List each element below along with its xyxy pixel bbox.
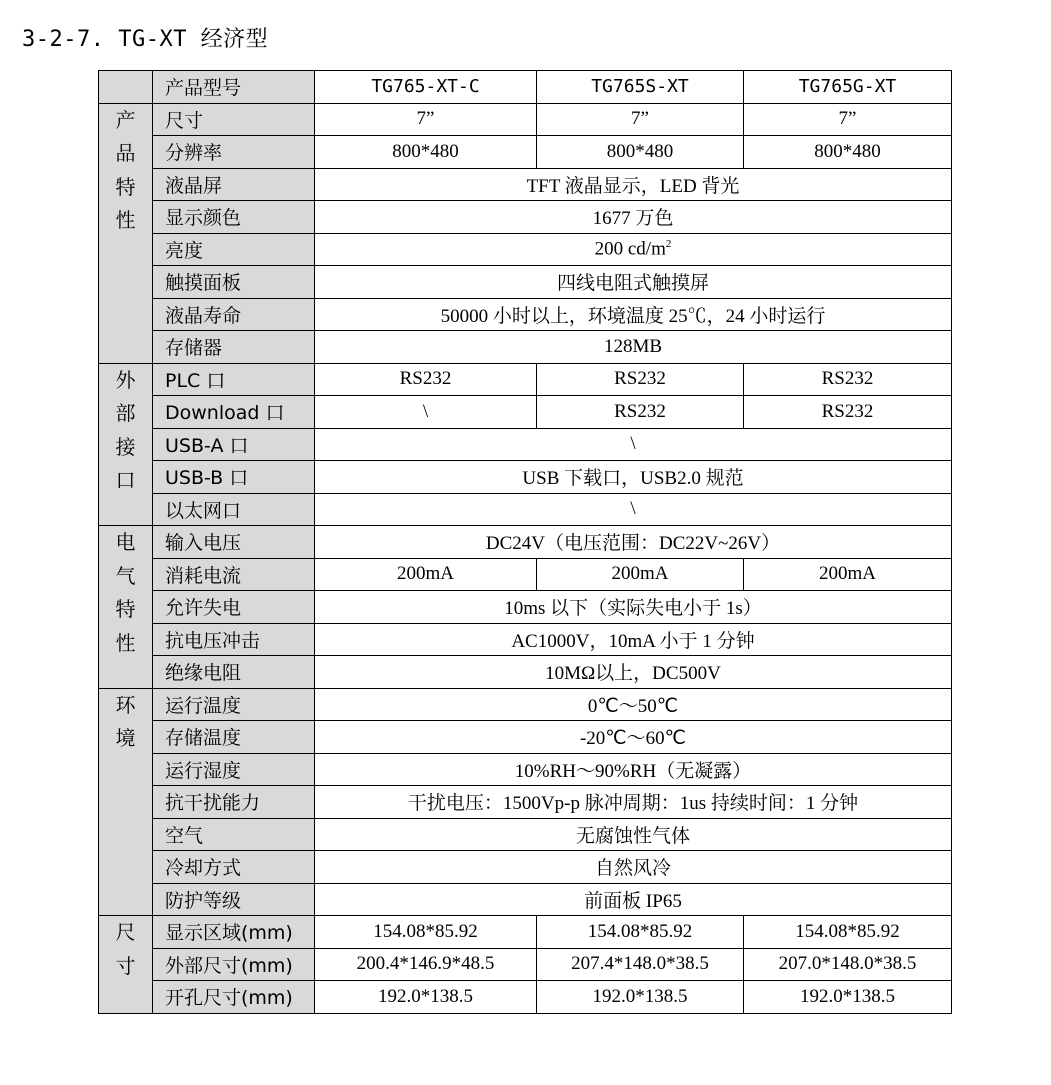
row-value-merged: 自然风冷	[315, 851, 952, 884]
table-row	[99, 168, 952, 201]
row-value-merged: \	[315, 428, 952, 461]
row-label: 冷却方式	[153, 851, 315, 884]
row-label: 运行湿度	[153, 753, 315, 786]
row-label: 抗干扰能力	[153, 786, 315, 819]
category-cell	[99, 103, 153, 363]
category-char: 寸	[115, 953, 136, 978]
header-model-3: TG765G-XT	[744, 71, 952, 104]
table-row	[99, 103, 952, 136]
row-label: 允许失电	[153, 591, 315, 624]
row-value-2: 7”	[537, 103, 744, 136]
row-value-merged: \	[315, 493, 952, 526]
category-char: 部	[115, 401, 136, 425]
row-label: 分辨率	[153, 136, 315, 169]
row-value-merged: 10ms 以下（实际失电小于 1s）	[315, 591, 952, 624]
category-char: 境	[115, 726, 136, 750]
row-value-merged: 10MΩ以上，DC500V	[315, 656, 952, 689]
category-char: 口	[115, 468, 136, 492]
row-value-merged: 128MB	[315, 331, 952, 364]
row-value-1: 154.08*85.92	[315, 916, 537, 949]
row-value-1: RS232	[315, 363, 537, 396]
row-value-3: 7”	[744, 103, 952, 136]
category-char: 产	[115, 107, 136, 132]
row-label: 存储温度	[153, 721, 315, 754]
row-value-3: RS232	[744, 363, 952, 396]
row-value-merged: -20℃～60℃	[315, 721, 952, 754]
table-row	[99, 461, 952, 494]
row-value-merged: 无腐蚀性气体	[315, 818, 952, 851]
row-label: 触摸面板	[153, 266, 315, 299]
row-label: USB-A 口	[153, 428, 315, 461]
category-char: 电	[115, 530, 136, 554]
section-heading: 3-2-7. TG-XT 经济型	[22, 27, 269, 52]
row-value-merged: 50000 小时以上，环境温度 25℃，24 小时运行	[315, 298, 952, 331]
table-row	[99, 233, 952, 266]
table-row	[99, 493, 952, 526]
row-value-2: RS232	[537, 363, 744, 396]
table-row	[99, 623, 952, 656]
spec-table	[98, 70, 952, 1014]
header-model-2: TG765S-XT	[537, 71, 744, 104]
row-value-merged: 前面板 IP65	[315, 883, 952, 916]
row-value-1: 800*480	[315, 136, 537, 169]
table-row	[99, 818, 952, 851]
table-row	[99, 786, 952, 819]
table-row	[99, 656, 952, 689]
row-value-merged: AC1000V，10mA 小于 1 分钟	[315, 623, 952, 656]
table-row	[99, 363, 952, 396]
row-value-merged: USB 下载口，USB2.0 规范	[315, 461, 952, 494]
row-value-2: 207.4*148.0*38.5	[537, 948, 744, 981]
table-row	[99, 396, 952, 429]
table-row	[99, 201, 952, 234]
row-label: 显示颜色	[153, 201, 315, 234]
row-label: Download 口	[153, 396, 315, 429]
row-label: 绝缘电阻	[153, 656, 315, 689]
category-char: 环	[115, 692, 136, 717]
header-model-label: 产品型号	[153, 71, 315, 104]
row-value-2: 154.08*85.92	[537, 916, 744, 949]
row-value-2: RS232	[537, 396, 744, 429]
category-cell	[99, 688, 153, 916]
table-row	[99, 136, 952, 169]
category-char: 性	[115, 208, 136, 232]
row-label: 防护等级	[153, 883, 315, 916]
row-value-1: 192.0*138.5	[315, 981, 537, 1014]
table-row	[99, 331, 952, 364]
row-value-1: 200mA	[315, 558, 537, 591]
row-value-3: 154.08*85.92	[744, 916, 952, 949]
category-cell	[99, 916, 153, 1014]
row-value-3: 200mA	[744, 558, 952, 591]
row-label: 液晶寿命	[153, 298, 315, 331]
row-label: 尺寸	[153, 103, 315, 136]
category-char: 特	[115, 174, 136, 199]
row-value-1: 7”	[315, 103, 537, 136]
row-value-2: 192.0*138.5	[537, 981, 744, 1014]
superscript: 2	[665, 238, 672, 251]
row-value-3: 207.0*148.0*38.5	[744, 948, 952, 981]
row-label: 亮度	[153, 233, 315, 266]
row-value-merged: 200 $cd/m^2$	[315, 233, 952, 266]
row-label: 液晶屏	[153, 168, 315, 201]
table-row	[99, 428, 952, 461]
row-label: 以太网口	[153, 493, 315, 526]
category-char: 接	[115, 434, 136, 459]
category-cell	[99, 526, 153, 689]
table-row	[99, 298, 952, 331]
row-label: USB-B 口	[153, 461, 315, 494]
row-value-merged: 10%RH～90%RH（无凝露）	[315, 753, 952, 786]
category-char: 气	[115, 563, 136, 588]
row-label: PLC 口	[153, 363, 315, 396]
row-label: 外部尺寸(mm)	[153, 948, 315, 981]
table-row	[99, 591, 952, 624]
row-value-merged: 四线电阻式触摸屏	[315, 266, 952, 299]
row-value-merged: 1677 万色	[315, 201, 952, 234]
row-label: 空气	[153, 818, 315, 851]
table-row	[99, 688, 952, 721]
table-row	[99, 948, 952, 981]
table-row	[99, 721, 952, 754]
category-char: 尺	[115, 920, 136, 944]
table-row	[99, 558, 952, 591]
row-value-2: 200mA	[537, 558, 744, 591]
category-char: 特	[115, 597, 136, 621]
row-value-3: 192.0*138.5	[744, 981, 952, 1014]
table-row	[99, 916, 952, 949]
row-value-2: 800*480	[537, 136, 744, 169]
row-label: 存储器	[153, 331, 315, 364]
header-model-1: TG765-XT-C	[315, 71, 537, 104]
category-char: 性	[115, 630, 136, 655]
row-label: 抗电压冲击	[153, 623, 315, 656]
category-char: 外	[115, 367, 136, 392]
row-value-merged: 干扰电压：1500Vp-p 脉冲周期：1us 持续时间：1 分钟	[315, 786, 952, 819]
category-cell	[99, 363, 153, 526]
row-label: 运行温度	[153, 688, 315, 721]
row-value-1: 200.4*146.9*48.5	[315, 948, 537, 981]
row-label: 显示区域(mm)	[153, 916, 315, 949]
table-row	[99, 851, 952, 884]
row-value-3: RS232	[744, 396, 952, 429]
header-row	[99, 71, 952, 104]
row-value-1: \	[315, 396, 537, 429]
row-value-merged: DC24V（电压范围：DC22V~26V）	[315, 526, 952, 559]
row-value-3: 800*480	[744, 136, 952, 169]
table-row	[99, 753, 952, 786]
row-label: 开孔尺寸(mm)	[153, 981, 315, 1014]
table-row	[99, 526, 952, 559]
table-row	[99, 266, 952, 299]
table-row	[99, 883, 952, 916]
row-value-merged: TFT 液晶显示，LED 背光	[315, 168, 952, 201]
table-row	[99, 981, 952, 1014]
header-corner	[99, 71, 153, 104]
category-char: 品	[115, 141, 136, 165]
row-value-merged: 0℃～50℃	[315, 688, 952, 721]
row-label: 消耗电流	[153, 558, 315, 591]
row-label: 输入电压	[153, 526, 315, 559]
